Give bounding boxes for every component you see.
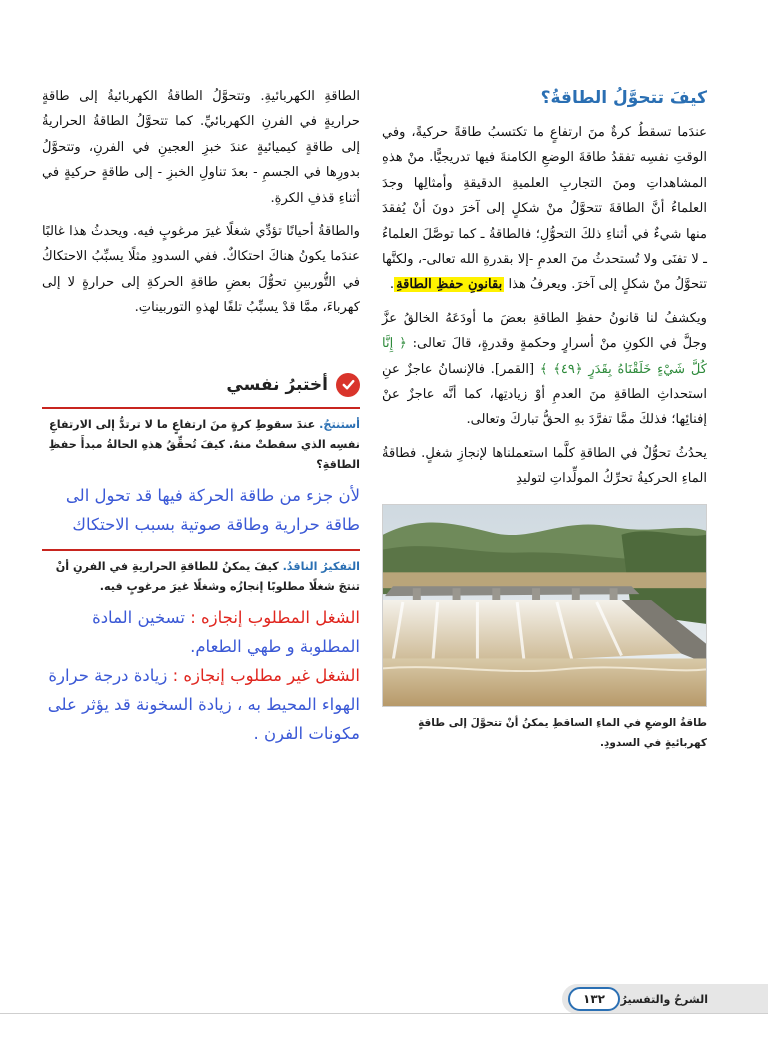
footer-line bbox=[0, 1013, 768, 1014]
paragraph-text: عندَما تسقطُ كرةٌ منَ ارتفاعٍ ما تكتسبُ طاقةً حركيةً، وفي الوقتِ نفسِه تفقدُ طاقةَ الوضعِ الكامنةَ فيها تدريجيًّا. منْ هذهِ المشاهداتِ ومنَ التجاربِ العلميةِ الدقيقةِ وأمثالِها وجدَ العلماءُ أنَّ الطاقةَ تتحوَّلُ منْ شكلٍ إلى آخرَ دونَ أنْ يُفقدَ منها شيءٌ في أثناءِ ذلكَ التحوُّلِ؛ فالطاقةُ ـ كما توصَّلَ العلماءُ ـ لا تفنَى ولا تُستحدثُ منَ العدمِ -إلا بقدرةِ الله تعالى-، ولكنَّها تتحوَّلُ منْ شكلٍ إلى آخرَ. ويعرفُ هذا bbox=[382, 125, 707, 293]
section-title: كيفَ تتحوَّلُ الطاقةُ؟ bbox=[540, 88, 707, 108]
check-icon bbox=[336, 373, 360, 397]
paragraph-transformation: يحدُثُ تحوُّلٌ في الطاقةِ كلَّما استعملناها لإنجازِ شغلٍ. فطاقةُ الماءِ الحركيةُ تحرِّكُ المولِّداتِ لتوليدِ bbox=[382, 445, 707, 487]
page-number: ١٣٢ bbox=[568, 987, 620, 1011]
paragraph-conservation bbox=[382, 120, 707, 298]
quran-verse: ﴿ إِنَّا كُلَّ شَيْءٍ خَلَقْنَاهُ بِقَدَرٍ ﴿٤٩﴾ ﴾ bbox=[382, 336, 707, 377]
paragraph-text-end: . bbox=[389, 277, 395, 293]
paragraph-continued-2: والطاقةُ أحيانًا تؤدِّي شغلًا غيرَ مرغوبٍ فيه. ويحدثُ هذا غالبًا عندَما يكونُ هناكَ احتكاكٌ. ففي السدودِ مثلًا يسبِّبُ الاحتكاكُ في التُّوربينِ تحوُّلَ بعضِ طاقةِ الحركةِ إلى حرارةٍ لا إلى كهرباءَ، ممَّا قدْ يسبِّبُ تلفًا لهذهِ التوربيناتِ. bbox=[42, 224, 360, 316]
left-column bbox=[42, 84, 360, 758]
paragraph-continued-1: الطاقةِ الكهربائيةِ. وتتحوَّلُ الطاقةُ الكهربائيةُ إلى طاقةٍ حراريةٍ في الفرنِ الكهربائيِّ. كما تتحوَّلُ الطاقةُ الحراريةُ إلى طاقةٍ كيميائيةٍ عندَ خبزِ العجينِ في الفرنِ، وتتحوَّلُ بدورِها في الجسمِ - بعدَ تناولِ الخبزِ - إلى طاقةٍ حركيةٍ في أثناءِ قذفِ الكرةِ. bbox=[42, 89, 360, 206]
question-2-text: كيفَ يمكنُ للطاقةِ الحراريةِ في الفرنِ أنْ تنتجَ شغلًا مطلوبًا إنجازُه وشغلًا غيرَ مرغوبٍ فيه. bbox=[55, 559, 360, 593]
question-1-label: أستنتجُ. bbox=[319, 417, 360, 431]
check-mark-icon bbox=[341, 377, 356, 392]
question-1-text: عندَ سقوطِ كرةٍ منَ ارتفاعٍ ما لا ترتدُّ إلى الارتفاعِ نفسِه الذي سقطتْ منهُ. كيفَ تُحقِّقُ هذهِ الحالةُ مبدأَ حفظِ الطاقةِ؟ bbox=[48, 417, 360, 471]
question-2 bbox=[42, 557, 360, 597]
photo-caption: طاقةُ الوضعِ في الماءِ الساقطِ يمكنُ أنْ تتحوَّلَ إلى طاقةٍ كهربائيةٍ في السدودِ. bbox=[418, 716, 707, 749]
divider bbox=[42, 407, 360, 409]
dam-photo bbox=[382, 504, 707, 707]
paragraph-text: ويكشفُ لنا قانونُ حفظِ الطاقةِ بعضَ ما أودَعَهُ الخالقُ عزَّ وجلَّ في الكونِ منْ أسرارٍ وحكمةٍ وقدرةٍ، قالَ تعالى: bbox=[382, 310, 708, 352]
self-test-header bbox=[42, 373, 360, 397]
highlighted-term: بقانونِ حفظِ الطاقةِ bbox=[396, 277, 503, 293]
page-footer bbox=[562, 984, 768, 1014]
right-column bbox=[382, 84, 707, 753]
self-test-title: أختبرُ نفسي bbox=[226, 374, 328, 395]
answer-2-part1-heading: الشغل المطلوب إنجازه : bbox=[190, 607, 360, 627]
footer-label: الشرحُ والتفسيرُ bbox=[620, 992, 708, 1006]
answer-2 bbox=[42, 603, 360, 748]
paragraph-text-end: [القمر]. فالإنسانُ عاجزٌ عنِ استحداثِ الطاقةِ منَ العدمِ أوْ زيادتِها، كما أنَّه عاجزٌ عنْ إفنائِها؛ فذلكَ ممَّا تفرَّدَ بهِ الحقُّ تباركَ وتعالى. bbox=[382, 361, 707, 428]
divider bbox=[42, 549, 360, 551]
answer-2-part1-text: تسخين المادة المطلوبة و طهي الطعام. bbox=[92, 607, 360, 656]
spacer bbox=[42, 329, 360, 373]
answer-1: لأن جزء من طاقة الحركة فيها قد تحول الى طاقة حرارية وطاقة صوتية بسبب الاحتكاك bbox=[65, 485, 360, 534]
question-2-label: التفكيرُ الناقدُ. bbox=[282, 559, 360, 573]
answer-2-part2-text: زيادة درجة حرارة الهواء المحيط به ، زيادة السخونة قد يؤثر على مكونات الفرن . bbox=[47, 665, 360, 743]
dam-illustration bbox=[383, 505, 706, 706]
answer-2-part2-heading: الشغل غير مطلوب إنجازه : bbox=[172, 665, 360, 685]
paragraph-quran bbox=[382, 306, 707, 433]
question-1 bbox=[42, 415, 360, 475]
